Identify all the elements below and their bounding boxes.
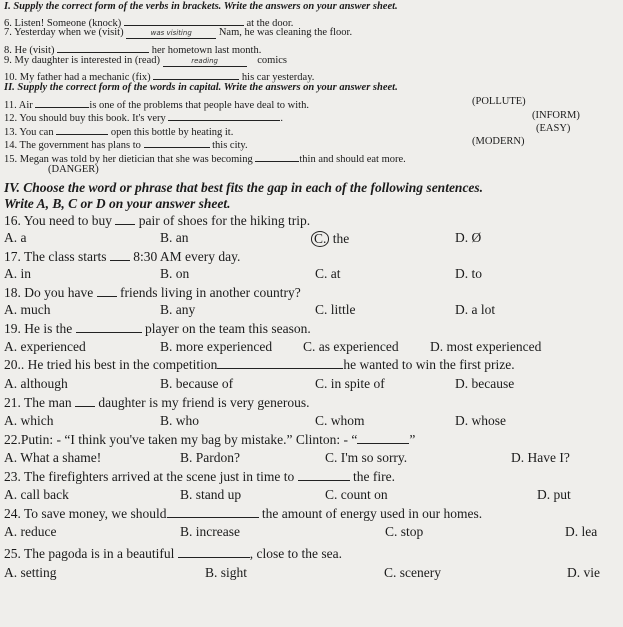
q19-option-b: B. more experienced bbox=[160, 339, 273, 354]
q22-option-d: D. Have I? bbox=[511, 450, 570, 465]
q7: 7. Yesterday when we (visit) was visiting Nam, he was cleaning the floor. bbox=[4, 27, 353, 38]
q17-option-d: D. to bbox=[455, 266, 482, 281]
q25-option-a: A. setting bbox=[4, 565, 57, 580]
q16-option-b: B. an bbox=[160, 230, 189, 245]
q20-option-a: A. although bbox=[4, 376, 68, 391]
q11-word: (POLLUTE) bbox=[472, 96, 526, 107]
q23: 23. The firefighters arrived at the scene just in time to the fire. bbox=[4, 469, 396, 484]
q18: 18. Do you have friends living in another country? bbox=[4, 285, 301, 300]
section-1-heading: I. Supply the correct form of the verbs in brackets. Write the answers on your answer sheet. bbox=[4, 1, 398, 12]
q14-word: (MODERN) bbox=[472, 136, 525, 147]
q22-option-a: A. What a shame! bbox=[4, 450, 102, 465]
q12-word: (INFORM) bbox=[532, 110, 580, 121]
q21-option-d: D. whose bbox=[455, 413, 506, 428]
q10: 10. My father had a mechanic (fix) his car yesterday. bbox=[4, 69, 314, 84]
q16-option-a: A. a bbox=[4, 230, 27, 245]
q23-option-b: B. stand up bbox=[180, 487, 242, 502]
q23-option-d: D. put bbox=[537, 487, 571, 502]
q20: 20.. He tried his best in the competition he wanted to win the first prize. bbox=[4, 357, 515, 372]
q18-option-a: A. much bbox=[4, 302, 51, 317]
q18-option-c: C. little bbox=[315, 302, 356, 317]
q25-option-b: B. sight bbox=[205, 565, 248, 580]
q18-option-b: B. any bbox=[160, 302, 196, 317]
q17-option-b: B. on bbox=[160, 266, 190, 281]
q20-option-d: D. because bbox=[455, 376, 515, 391]
q13: 13. You can open this bottle by heating it. bbox=[4, 124, 233, 139]
q24-option-c: C. stop bbox=[385, 524, 424, 539]
q9: 9. My daughter is interested in (read) reading comics bbox=[4, 55, 287, 66]
q12: 12. You should buy this book. It's very . bbox=[4, 110, 283, 125]
section-4-subheading: Write A, B, C or D on your answer sheet. bbox=[4, 196, 231, 211]
section-4-heading: IV. Choose the word or phrase that best fits the gap in each of the following sentences. bbox=[4, 180, 484, 195]
q21-option-c: C. whom bbox=[315, 413, 365, 428]
q24-option-b: B. increase bbox=[180, 524, 240, 539]
q24-option-a: A. reduce bbox=[4, 524, 57, 539]
q22-option-b: B. Pardon? bbox=[180, 450, 240, 465]
section-2-heading: II. Supply the correct form of the words in capital. Write the answers on your answer sheet. bbox=[4, 82, 398, 93]
q16-option-d: D. Ø bbox=[455, 230, 482, 245]
q22: 22.Putin: - “I think you've taken my bag by mistake.” Clinton: - “ ” bbox=[4, 432, 416, 447]
q16-option-c: C. the bbox=[315, 231, 349, 247]
q25: 25. The pagoda is in a beautiful , close to the sea. bbox=[4, 546, 342, 561]
q22-option-c: C. I'm so sorry. bbox=[325, 450, 408, 465]
q21-option-a: A. which bbox=[4, 413, 54, 428]
q25-option-d: D. vie bbox=[567, 565, 600, 580]
q19-option-c: C. as experienced bbox=[303, 339, 399, 354]
q20-option-c: C. in spite of bbox=[315, 376, 385, 391]
q25-option-c: C. scenery bbox=[384, 565, 441, 580]
q11: 11. Air is one of the problems that people have deal to with. bbox=[4, 97, 309, 112]
q17-option-a: A. in bbox=[4, 266, 31, 281]
q21-option-b: B. who bbox=[160, 413, 200, 428]
q23-option-c: C. count on bbox=[325, 487, 388, 502]
q21: 21. The man daughter is my friend is very generous. bbox=[4, 395, 310, 410]
q24: 24. To save money, we should the amount of energy used in our homes. bbox=[4, 506, 483, 521]
q14: 14. The government has plans to this city. bbox=[4, 137, 248, 152]
q6: 6. Listen! Someone (knock) at the door. bbox=[4, 15, 293, 30]
q13-word: (EASY) bbox=[536, 123, 571, 134]
q19: 19. He is the player on the team this season. bbox=[4, 321, 311, 336]
q16: 16. You need to buy pair of shoes for the hiking trip. bbox=[4, 213, 311, 228]
q15: 15. Megan was told by her dietician that she was becoming thin and should eat more. bbox=[4, 151, 406, 166]
q17: 17. The class starts 8:30 AM every day. bbox=[4, 249, 241, 264]
q24-option-d: D. lea bbox=[565, 524, 598, 539]
q18-option-d: D. a lot bbox=[455, 302, 496, 317]
q15-word: (DANGER) bbox=[48, 164, 99, 175]
q19-option-d: D. most experienced bbox=[430, 339, 542, 354]
q17-option-c: C. at bbox=[315, 266, 341, 281]
q19-option-a: A. experienced bbox=[4, 339, 86, 354]
q8: 8. He (visit) her hometown last month. bbox=[4, 42, 261, 57]
q20-option-b: B. because of bbox=[160, 376, 234, 391]
q23-option-a: A. call back bbox=[4, 487, 69, 502]
